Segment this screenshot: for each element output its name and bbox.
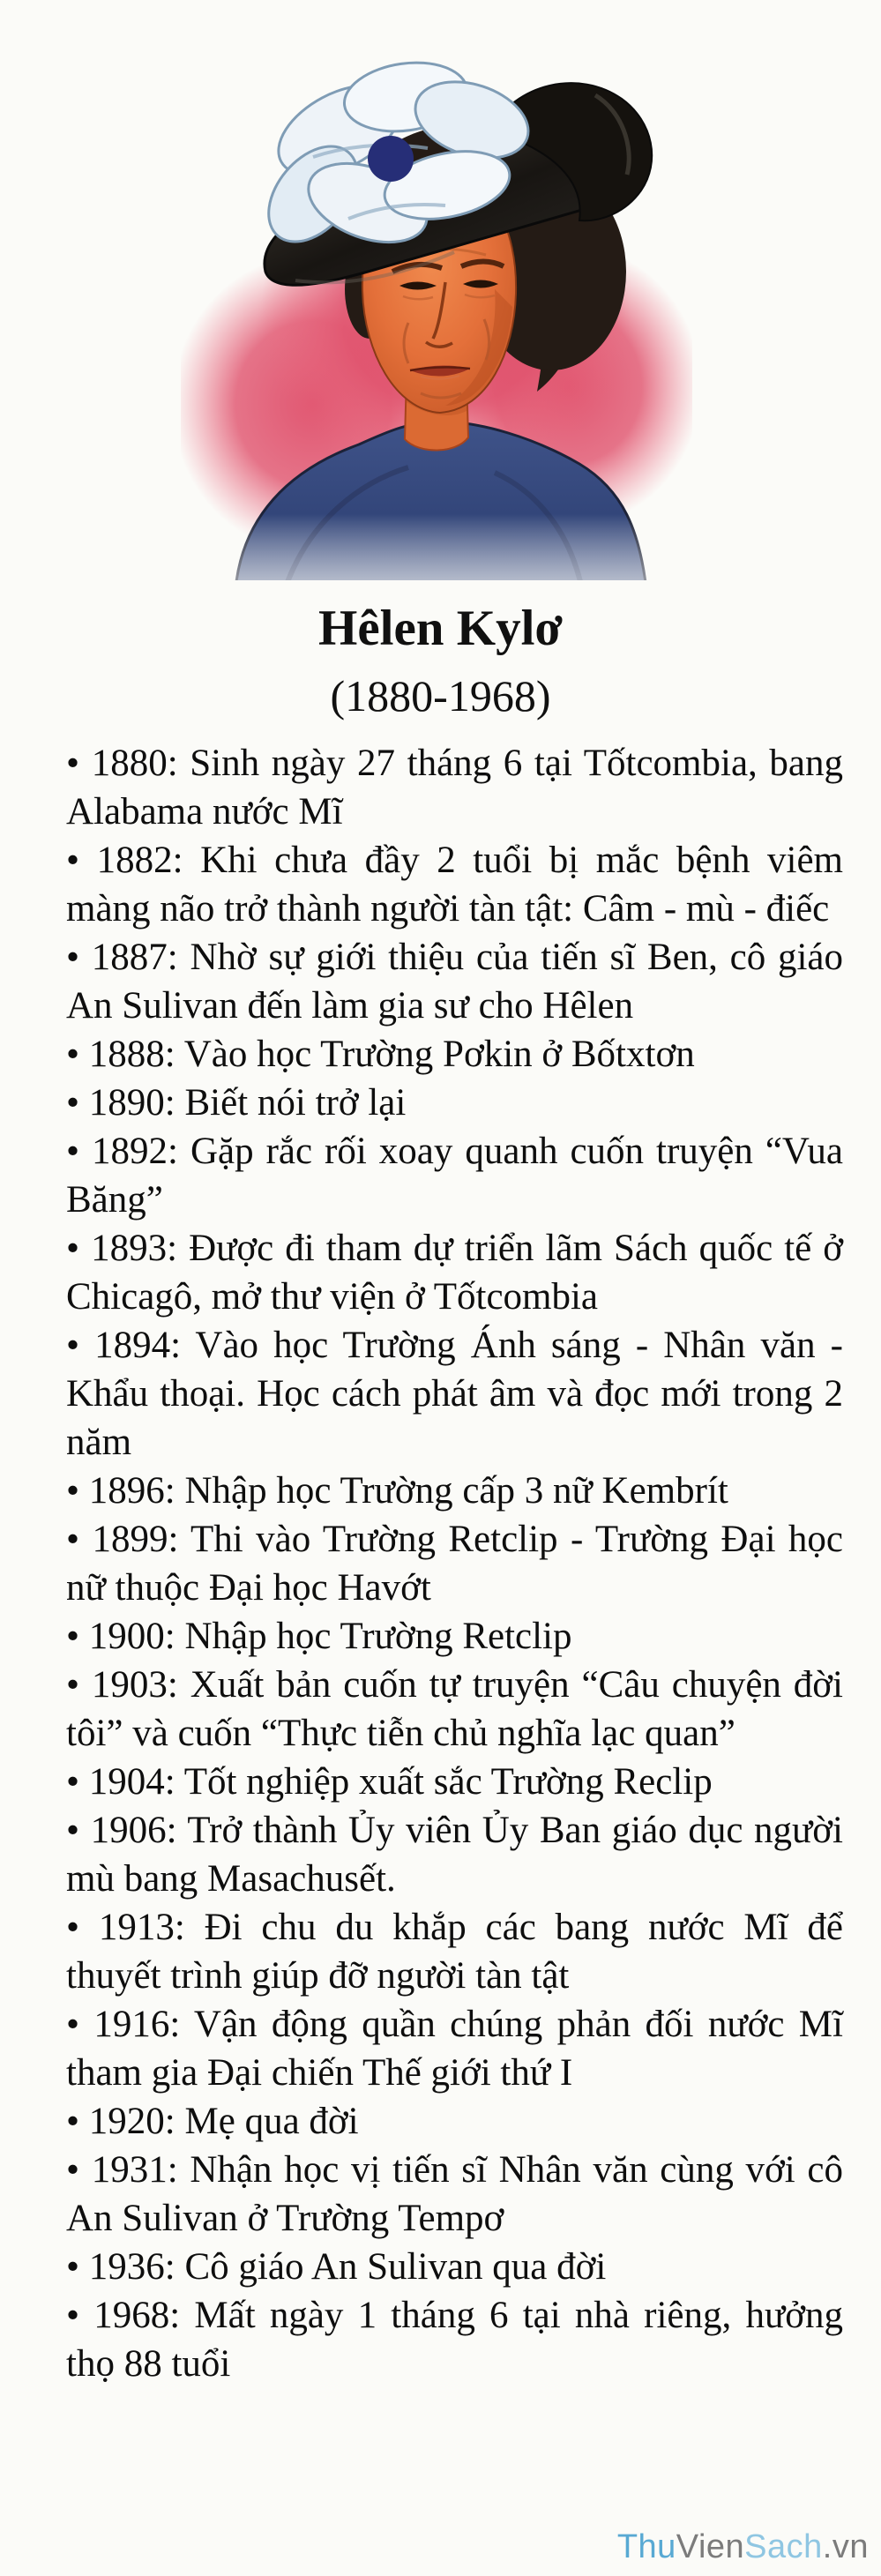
timeline-entry: • 1896: Nhập học Trường cấp 3 nữ Kembrít	[66, 1470, 728, 1512]
timeline-entry: • 1904: Tốt nghiệp xuất sắc Trường Reclip	[66, 1761, 713, 1803]
timeline-entry: • 1916: Vận động quần chúng phản đối nước Mĩ tham gia Đại chiến Thế giới thứ I	[66, 2004, 843, 2094]
timeline-entry: • 1893: Được đi tham dự triển lãm Sách quốc tế ở Chicagô, mở thư viện ở Tốtcombia	[66, 1228, 843, 1318]
timeline-entry: • 1887: Nhờ sự giới thiệu của tiến sĩ Ben, cô giáo An Sulivan đến làm gia sư cho Hêlen	[66, 937, 843, 1027]
timeline-entry: • 1936: Cô giáo An Sulivan qua đời	[66, 2246, 607, 2288]
page-title: Hêlen Kylơ	[318, 601, 563, 656]
watermark-segment: .vn	[822, 2528, 869, 2565]
timeline-entry: • 1903: Xuất bản cuốn tự truyện “Câu chuyện đời tôi” và cuốn “Thực tiễn chủ nghĩa lạc quan”	[66, 1664, 843, 1754]
portrait-svg	[181, 25, 692, 580]
timeline-entry: • 1913: Đi chu du khắp các bang nước Mĩ để thuyết trình giúp đỡ người tàn tật	[66, 1907, 843, 1997]
portrait-illustration	[181, 25, 692, 580]
watermark-segment: Vien	[676, 2528, 745, 2565]
timeline-entry: • 1888: Vào học Trường Pơkin ở Bốtxtơn	[66, 1034, 695, 1075]
timeline-list	[66, 739, 843, 2388]
timeline-entry: • 1890: Biết nói trở lại	[66, 1082, 407, 1124]
timeline-entry: • 1882: Khi chưa đầy 2 tuổi bị mắc bệnh viêm màng não trở thành người tàn tật: Câm - mù - điếc	[66, 840, 843, 930]
timeline-entry: • 1880: Sinh ngày 27 tháng 6 tại Tốtcombia, bang Alabama nước Mĩ	[66, 743, 843, 833]
timeline-entry: • 1906: Trở thành Ủy viên Ủy Ban giáo dục người mù bang Masachusết.	[66, 1810, 843, 1900]
timeline-entry: • 1894: Vào học Trường Ánh sáng - Nhân văn - Khẩu thoại. Học cách phát âm và đọc mới trong 2 năm	[66, 1325, 843, 1463]
timeline-entry: • 1899: Thi vào Trường Retclip - Trường Đại học nữ thuộc Đại học Havớt	[66, 1519, 843, 1609]
watermark-segment: Thu	[616, 2528, 676, 2565]
timeline-entry: • 1920: Mẹ qua đời	[66, 2101, 359, 2142]
timeline-entry: • 1892: Gặp rắc rối xoay quanh cuốn truyện “Vua Băng”	[66, 1131, 843, 1221]
watermark-segment: Sach	[744, 2528, 823, 2565]
life-years: (1880-1968)	[330, 671, 551, 721]
timeline-entry: • 1968: Mất ngày 1 tháng 6 tại nhà riêng, hưởng thọ 88 tuổi	[66, 2295, 843, 2385]
bottom-fade	[181, 514, 692, 580]
timeline-entry: • 1931: Nhận học vị tiến sĩ Nhân văn cùng với cô An Sulivan ở Trường Tempơ	[66, 2149, 843, 2239]
timeline-entry: • 1900: Nhập học Trường Retclip	[66, 1616, 572, 1657]
watermark	[617, 2528, 869, 2566]
